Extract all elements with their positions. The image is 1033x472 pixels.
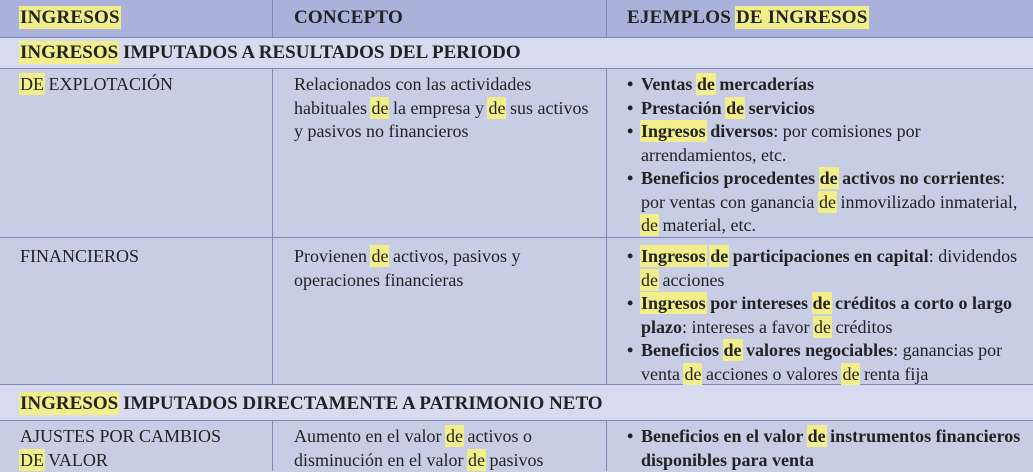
row-concept: Aumento en el valor de activos o disminución en el valor de pasivos [294, 426, 544, 470]
list-item: • Beneficios procedentes de activos no corrientes: por ventas con ganancia de inmovilizado inmaterial, de material, etc. [627, 167, 1027, 238]
column-divider [606, 69, 607, 385]
list-item: • Ingresos por intereses de créditos a corto o largo plazo: intereses a favor de créditos [627, 292, 1027, 339]
header-concepto: CONCEPTO [294, 7, 403, 28]
table-header [0, 0, 1033, 38]
header-ingresos: INGRESOS [20, 7, 120, 28]
list-item: • Beneficios en el valor de instrumentos financieros disponibles para venta [627, 425, 1027, 472]
section-title: INGRESOS IMPUTADOS A RESULTADOS DEL PERIODO [20, 42, 521, 63]
column-divider [272, 69, 273, 385]
row-examples [627, 245, 1027, 386]
row-name: AJUSTES POR CAMBIOS DE VALOR [20, 426, 222, 470]
list-item: • Ingresos diversos: por comisiones por arrendamientos, etc. [627, 120, 1027, 167]
section-resultados [0, 38, 1033, 69]
table-row [0, 421, 1033, 471]
row-name: FINANCIEROS [20, 246, 140, 266]
table-row [0, 238, 1033, 385]
section-patrimonio [0, 385, 1033, 421]
column-divider [606, 0, 607, 38]
row-name: DE EXPLOTACIÓN [20, 74, 174, 94]
column-divider [272, 421, 273, 471]
column-divider [272, 0, 273, 38]
section-title: INGRESOS IMPUTADOS DIRECTAMENTE A PATRIMONIO NETO [20, 393, 603, 414]
list-item: • Beneficios de valores negociables: ganancias por venta de acciones o valores de renta fija [627, 339, 1027, 386]
row-examples [627, 425, 1027, 472]
header-ejemplos: EJEMPLOS DE INGRESOS [627, 7, 868, 28]
table-row [0, 69, 1033, 238]
row-concept: Relacionados con las actividades habituales de la empresa y de sus activos y pasivos no financieros [294, 74, 589, 141]
row-examples [627, 73, 1027, 238]
list-item: • Ventas de mercaderías [627, 73, 1027, 97]
row-concept: Provienen de activos, pasivos y operaciones financieras [294, 246, 521, 290]
list-item: • Prestación de servicios [627, 97, 1027, 121]
column-divider [606, 421, 607, 471]
list-item: • Ingresos de participaciones en capital: dividendos de acciones [627, 245, 1027, 292]
